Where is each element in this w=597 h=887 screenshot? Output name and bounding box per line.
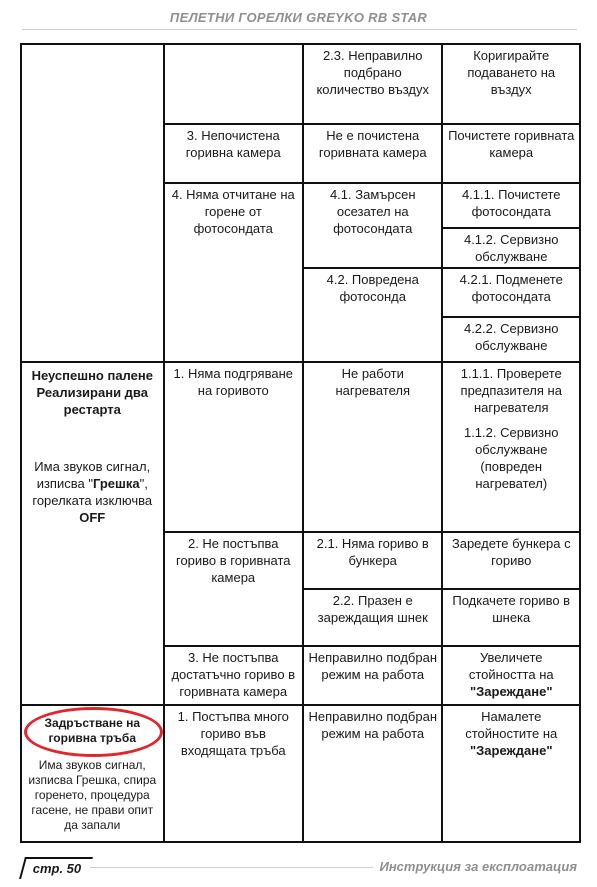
condition-cell-continued <box>21 44 164 362</box>
cause-cell: 3. Непочистена горивна камера <box>164 124 303 183</box>
condition-cell <box>21 705 164 842</box>
action-text: Увеличете стойността на <box>468 650 554 682</box>
condition-description: Има звуков сигнал, изписва Грешка, спира горенето, процедура гасене, не прави опит да запали <box>28 758 157 833</box>
cause-cell: 4. Няма отчитане на горене от фотосондата <box>164 183 303 363</box>
action-cell: 4.1.2. Сервизно обслужване <box>442 228 580 269</box>
page-number: стр. 50 <box>32 861 82 876</box>
cause-cell: 2. Не постъпва гориво в горивната камера <box>164 532 303 646</box>
detail-cell: 4.2. Повредена фотосонда <box>303 268 442 362</box>
setting-name: "Зареждане" <box>470 684 553 699</box>
action-cell: Подкачете гориво в шнека <box>442 589 580 646</box>
detail-cell: Неправилно подбран режим на работа <box>303 646 442 705</box>
page-number-box <box>19 857 93 879</box>
page-footer <box>22 857 577 879</box>
action-step: 1.1.1. Проверете предпазителя на нагревателя <box>460 366 562 416</box>
page-header-title: ПЕЛЕТНИ ГОРЕЛКИ GREYKO RB STAR <box>169 10 428 25</box>
detail-cell: 2.3. Неправилно подбрано количество въздух <box>303 44 442 124</box>
troubleshooting-table <box>20 43 581 843</box>
action-cell: 4.2.1. Подменете фотосондата <box>442 268 580 317</box>
table-row <box>21 705 580 842</box>
condition-title: Неуспешно палене Реализирани два рестарта <box>31 368 153 418</box>
header-divider <box>22 29 577 30</box>
cause-cell: 3. Не постъпва достатъчно гориво в горивната камера <box>164 646 303 705</box>
action-text: Намалете стойностите на <box>465 709 558 742</box>
detail-cell: 4.1. Замърсен осезател на фотосондата <box>303 183 442 269</box>
detail-cell: Неправилно подбран режим на работа <box>303 705 442 842</box>
cause-cell: 1. Постъпва много гориво във входящата тръба <box>164 705 303 842</box>
table-row <box>21 362 580 531</box>
action-cell <box>442 362 580 531</box>
detail-cell: Не работи нагревателя <box>303 362 442 531</box>
action-cell: 4.2.2. Сервизно обслужване <box>442 317 580 362</box>
action-cell: 4.1.1. Почистете фотосондата <box>442 183 580 228</box>
detail-cell: 2.2. Празен е зареждащия шнек <box>303 589 442 646</box>
action-cell: Почистете горивната камера <box>442 124 580 183</box>
condition-description: Има звуков сигнал, изписва "Грешка", горелката изключва OFF <box>32 459 153 526</box>
action-cell: Заредете бункера с гориво <box>442 532 580 589</box>
action-cell <box>442 646 580 705</box>
table-row <box>21 44 580 124</box>
action-step: 1.1.2. Сервизно обслужване (повреден нагревател) <box>463 425 559 492</box>
setting-name: "Зареждане" <box>470 743 553 759</box>
footer-title: Инструкция за експлоатация <box>373 857 577 877</box>
detail-cell: Не е почистена горивната камера <box>303 124 442 183</box>
condition-title: Задръстване на горивна тръба <box>44 716 141 746</box>
action-cell <box>442 705 580 842</box>
condition-cell <box>21 362 164 705</box>
action-cell: Коригирайте подаването на въздух <box>442 44 580 124</box>
cause-cell-empty <box>164 44 303 124</box>
cause-cell: 1. Няма подгряване на горивото <box>164 362 303 531</box>
detail-cell: 2.1. Няма гориво в бункера <box>303 532 442 589</box>
